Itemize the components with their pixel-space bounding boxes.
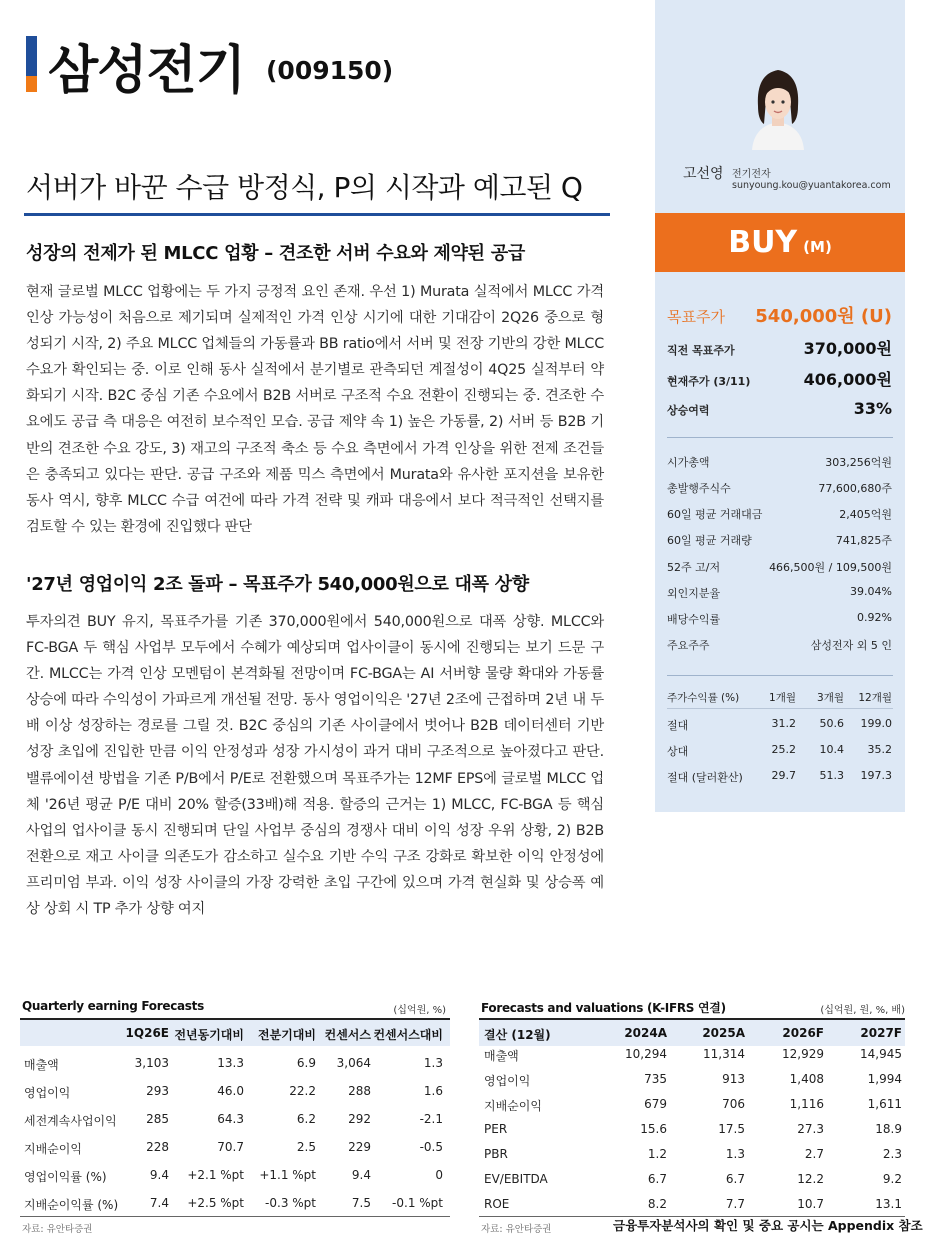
stat-row xyxy=(667,637,892,653)
table-row-label: 지배순이익 xyxy=(484,1099,542,1113)
sidebar-divider xyxy=(667,437,893,438)
table-cell: +2.5 %pt xyxy=(187,1196,244,1210)
stat-value: 39.04% xyxy=(850,585,892,598)
table-cell: 3,103 xyxy=(134,1056,169,1070)
table-header-cell: 전년동기대비 xyxy=(174,1028,244,1042)
table-cell: -0.3 %pt xyxy=(265,1196,316,1210)
table-cell: 292 xyxy=(348,1112,371,1126)
table-row-label: PER xyxy=(484,1122,508,1136)
table-cell: -2.1 xyxy=(419,1112,443,1126)
stat-label: 총발행주식수 xyxy=(667,482,731,495)
stat-label: 외인지분율 xyxy=(667,587,721,600)
perf-header: 3개월 xyxy=(817,692,844,704)
table-cell: 2.3 xyxy=(882,1147,902,1161)
table-cell: 735 xyxy=(644,1072,667,1086)
table-row-label: 영업이익 xyxy=(24,1086,71,1100)
stat-row xyxy=(667,559,892,575)
table-cell: 7.7 xyxy=(725,1197,745,1211)
table-cell: 679 xyxy=(644,1097,667,1111)
table-cell: 6.7 xyxy=(725,1172,745,1186)
table-cell: 70.7 xyxy=(217,1140,244,1154)
stat-label: 60일 평균 거래대금 xyxy=(667,508,763,521)
table-cell: 13.1 xyxy=(875,1197,902,1211)
analyst-team: 전기전자 xyxy=(732,169,771,180)
analyst-email[interactable]: sunyoung.kou@yuantakorea.com xyxy=(732,180,891,191)
table-row-label: PBR xyxy=(484,1147,508,1161)
section-heading-1: 성장의 전제가 된 MLCC 업황 – 견조한 서버 수요와 제약된 공급 xyxy=(26,243,525,264)
current-price-label: 현재주가 (3/11) xyxy=(667,375,751,388)
table-cell: +2.1 %pt xyxy=(187,1168,244,1182)
headline-divider xyxy=(24,213,610,216)
table-cell: 27.3 xyxy=(797,1122,824,1136)
section-body-2: 투자의견 BUY 유지, 목표주가를 기존 370,000원에서 540,000원으로 대폭 상향. MLCC와 FC-BGA 두 핵심 사업부 모두에서 수혜가 예상되며 업사이클이 동시에 진행되는 보기 드문 구간. MLCC는 가격 인상 모멘텀이 본격화될 전망이며 FC-BGA는 AI 서버향 물량 확대와 가동률 상승에 따라 수익성이 가파르게 개선될 전망. 동사 영업이익은 '27년 2조에 근접하며 2년 내 두 배 이상 성장하는 경로를 그릴 것. B2C 중심의 기존 사이클에서 벗어나 B2B 데이터센터 기반 성장 초입에 진입한 만큼 이익 안정성과 성장 가시성이 과거 대비 구조적으로 높아졌다고 판단. 밸류에이션 방법을 기존 P/B에서 P/E로 전환했으며 목표주가는 12MF EPS에 글로벌 MLCC 업체 '26년 평균 P/E 대비 20% 할증(33배)해 적용. 할증의 근거는 1) MLCC, FC-BGA 등 핵심 사업의 업사이클 동시 진행되며 단일 사업부 중심의 경쟁사 대비 이익 성장 우위 상황, 2) B2B 전환으로 재고 사이클 의존도가 감소하고 실수요 기반 수익 구조 강화로 확보한 이익 안정성에 프리미엄 부과. 이익 성장 사이클의 가장 강력한 초입 구간에 있으며 가격 현실화 및 상승폭 예상 상회 시 TP 추가 상향 여지 xyxy=(26,614,604,918)
stat-row xyxy=(667,506,892,522)
stat-row xyxy=(667,532,892,548)
stat-label: 52주 고/저 xyxy=(667,561,721,574)
perf-cell: 29.7 xyxy=(771,769,796,782)
current-price-row xyxy=(667,367,892,390)
valuation-table-title: Forecasts and valuations (K-IFRS 연결) xyxy=(481,1001,726,1015)
table-cell: 1.3 xyxy=(423,1056,443,1070)
table-cell: 1,116 xyxy=(789,1097,824,1111)
table-cell: 18.9 xyxy=(875,1122,902,1136)
perf-cell: 상대 xyxy=(667,745,689,758)
table-cell: 7.4 xyxy=(149,1196,169,1210)
table-row-label: 영업이익 xyxy=(484,1074,531,1088)
table-row-label: 세전계속사업이익 xyxy=(24,1114,117,1128)
table-cell: 8.2 xyxy=(647,1197,667,1211)
section-heading-2: '27년 영업이익 2조 돌파 – 목표주가 540,000원으로 대폭 상향 xyxy=(26,574,529,595)
table-header-cell: 컨센서스대비 xyxy=(373,1028,443,1042)
analyst-name: 고선영 xyxy=(683,166,724,182)
table-cell: 17.5 xyxy=(718,1122,745,1136)
table-cell: 285 xyxy=(146,1112,169,1126)
appendix-disclaimer: 금융투자분석사의 확인 및 중요 공시는 Appendix 참조 xyxy=(613,1218,923,1233)
table-cell: +1.1 %pt xyxy=(259,1168,316,1182)
table-cell: 229 xyxy=(348,1140,371,1154)
table-cell: 9.2 xyxy=(882,1172,902,1186)
table-cell: 64.3 xyxy=(217,1112,244,1126)
table-cell: 9.4 xyxy=(351,1168,371,1182)
table-cell: 1,408 xyxy=(789,1072,824,1086)
quarterly-table-title: Quarterly earning Forecasts xyxy=(22,999,204,1013)
perf-cell: 31.2 xyxy=(771,717,796,730)
stat-row xyxy=(667,585,892,601)
stat-label: 배당수익률 xyxy=(667,613,721,626)
table-cell: 12.2 xyxy=(797,1172,824,1186)
table-cell: 9.4 xyxy=(149,1168,169,1182)
table-header-cell: 2024A xyxy=(624,1026,667,1040)
table-cell: 1.6 xyxy=(423,1084,443,1098)
table-header-cell: 컨센서스 xyxy=(324,1028,371,1042)
table-cell: 11,314 xyxy=(703,1047,745,1061)
table-cell: 293 xyxy=(146,1084,169,1098)
stat-value: 466,500원 / 109,500원 xyxy=(769,561,892,574)
rating-sub: (M) xyxy=(803,238,832,256)
table-header-cell: 1Q26E xyxy=(125,1026,169,1040)
upside-row xyxy=(667,399,892,418)
perf-cell: 10.4 xyxy=(819,743,844,756)
stat-value: 삼성전자 외 5 인 xyxy=(810,639,892,652)
rating-label: BUY xyxy=(728,225,798,260)
report-headline: 서버가 바꾼 수급 방정식, P의 시작과 예고된 Q xyxy=(26,171,583,204)
prev-target-value: 370,000원 xyxy=(803,339,892,358)
table-cell: 22.2 xyxy=(289,1084,316,1098)
table-cell: 228 xyxy=(146,1140,169,1154)
stat-label: 주요주주 xyxy=(667,639,710,652)
analyst-photo xyxy=(746,60,810,150)
table-header-cell: 2026F xyxy=(782,1026,824,1040)
table-header-cell: 2025A xyxy=(702,1026,745,1040)
table-cell: 14,945 xyxy=(860,1047,902,1061)
table-cell: 288 xyxy=(348,1084,371,1098)
section-body-1: 현재 글로벌 MLCC 업황에는 두 가지 긍정적 요인 존재. 우선 1) Murata 실적에서 MLCC 가격 인상 가능성이 처음으로 제기되며 실제적인 가격 인상 시기에 대한 기대감이 2Q26 중으로 형성되기 시작, 2) 주요 MLCC 업체들의 가동률과 BB ratio에서 서버 및 전장 기반의 강한 MLCC 수요가 확인되는 중. 이로 인해 동사 실적에서 분기별로 관측되던 계절성이 4Q25 실적부터 약화되기 시작. B2C 중심 기존 수요에서 B2B 서버로 구조적 수요 전환이 진행되는 중. 견조한 수요에도 공급 측 대응은 여전히 보수적인 모습. 공급 제약 속 1) 높은 가동률, 2) 서버 등 B2B 기반의 견조한 수요 강도, 3) 재고의 구조적 축소 등 수요 측면에서 가격 인상을 위한 전제 조건들은 충족되고 있다는 판단. 공급 구조와 제품 믹스 측면에서 Murata와 유사한 포지션을 보유한 동사 역시, 향후 MLCC 수급 여건에 따라 가격 전략 및 캐파 대응에서 보다 적극적인 선택지를 검토할 수 있는 환경에 진입했다 판단 xyxy=(26,284,604,535)
perf-header: 1개월 xyxy=(769,692,796,704)
table-cell: 2.5 xyxy=(296,1140,316,1154)
perf-cell: 절대 (달러환산) xyxy=(667,771,743,784)
stat-row xyxy=(667,480,892,496)
table-cell: 1,994 xyxy=(867,1072,902,1086)
table-cell: 0 xyxy=(435,1168,443,1182)
table-row-label: 지배순이익률 (%) xyxy=(24,1198,119,1212)
stat-value: 77,600,680주 xyxy=(818,482,892,495)
perf-header: 12개월 xyxy=(858,692,892,704)
table-row-label: ROE xyxy=(484,1197,510,1211)
table-cell: 7.5 xyxy=(351,1196,371,1210)
table-cell: 2.7 xyxy=(804,1147,824,1161)
title-accent-bar xyxy=(26,36,37,92)
perf-cell: 197.3 xyxy=(860,769,892,782)
stat-row xyxy=(667,454,892,470)
stat-value: 2,405억원 xyxy=(839,508,892,521)
perf-cell: 25.2 xyxy=(771,743,796,756)
stat-value: 0.92% xyxy=(857,611,892,624)
table-header-cell: 결산 (12월) xyxy=(484,1028,551,1042)
table-cell: 3,064 xyxy=(336,1056,371,1070)
table-cell: 46.0 xyxy=(217,1084,244,1098)
stock-ticker: (009150) xyxy=(266,56,394,85)
table-cell: 15.6 xyxy=(640,1122,667,1136)
target-price-row xyxy=(667,302,892,328)
table-cell: 6.9 xyxy=(296,1056,316,1070)
table-cell: 10.7 xyxy=(797,1197,824,1211)
rating-box xyxy=(655,213,905,272)
table-header-cell: 2027F xyxy=(860,1026,902,1040)
stat-row xyxy=(667,611,892,627)
table-cell: 1.2 xyxy=(647,1147,667,1161)
upside-value: 33% xyxy=(853,399,892,418)
perf-cell: 51.3 xyxy=(819,769,844,782)
table-cell: 10,294 xyxy=(625,1047,667,1061)
table-cell: 706 xyxy=(722,1097,745,1111)
valuation-source: 자료: 유안타증권 xyxy=(481,1224,552,1235)
current-price-value: 406,000원 xyxy=(803,370,892,389)
quarterly-table-bottom-rule xyxy=(20,1216,450,1217)
perf-cell: 50.6 xyxy=(819,717,844,730)
perf-cell: 199.0 xyxy=(860,717,892,730)
table-cell: 1,611 xyxy=(867,1097,902,1111)
prev-target-label: 직전 목표주가 xyxy=(667,344,735,357)
stat-value: 741,825주 xyxy=(835,534,892,547)
table-cell: 12,929 xyxy=(782,1047,824,1061)
table-row-label: 영업이익률 (%) xyxy=(24,1170,107,1184)
perf-header: 주가수익률 (%) xyxy=(667,692,740,704)
valuation-table-unit: (십억원, 원, %, 배) xyxy=(820,1005,905,1016)
table-cell: 1.3 xyxy=(725,1147,745,1161)
table-cell: -0.1 %pt xyxy=(392,1196,443,1210)
table-row-label: 지배순이익 xyxy=(24,1142,82,1156)
upside-label: 상승여력 xyxy=(667,404,710,417)
table-header-cell: 전분기대비 xyxy=(258,1028,316,1042)
table-cell: 6.7 xyxy=(647,1172,667,1186)
stat-label: 시가총액 xyxy=(667,456,710,469)
table-cell: 13.3 xyxy=(217,1056,244,1070)
perf-cell: 절대 xyxy=(667,719,689,732)
stat-value: 303,256억원 xyxy=(825,456,892,469)
table-cell: 913 xyxy=(722,1072,745,1086)
quarterly-table-unit: (십억원, %) xyxy=(393,1005,446,1016)
table-row-label: EV/EBITDA xyxy=(484,1172,548,1186)
sidebar-divider xyxy=(667,675,893,676)
perf-cell: 35.2 xyxy=(867,743,892,756)
table-cell: 6.2 xyxy=(296,1112,316,1126)
table-row-label: 매출액 xyxy=(484,1049,519,1063)
target-price-label: 목표주가 xyxy=(667,308,725,326)
stat-label: 60일 평균 거래량 xyxy=(667,534,752,547)
prev-target-row xyxy=(667,336,892,359)
sidebar-divider xyxy=(667,708,893,709)
table-cell: -0.5 xyxy=(419,1140,443,1154)
target-price-value: 540,000원 (U) xyxy=(755,306,892,327)
table-row-label: 매출액 xyxy=(24,1058,59,1072)
quarterly-source: 자료: 유안타증권 xyxy=(22,1224,93,1235)
company-name: 삼성전기 xyxy=(48,41,245,101)
